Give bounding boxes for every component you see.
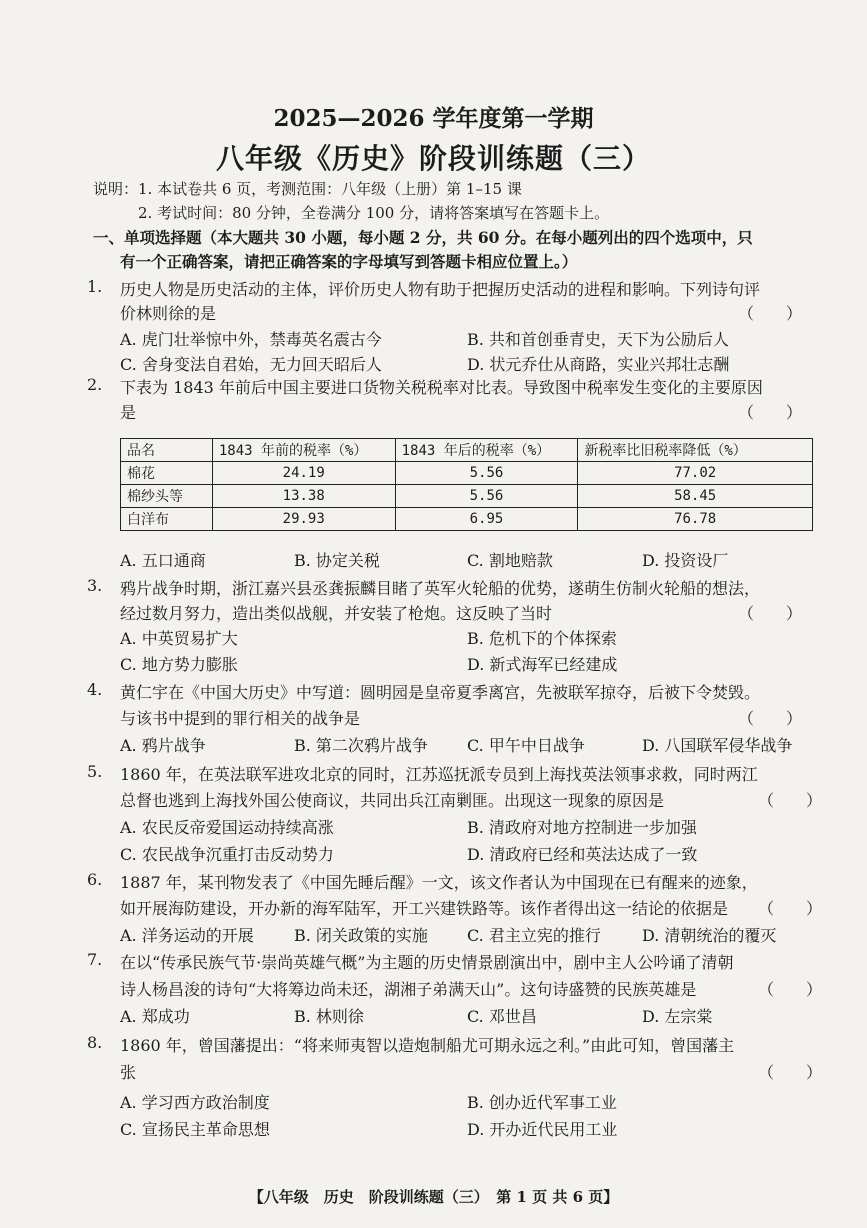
option-b: B. 共和首创垂青史，天下为公励后人 [467, 330, 729, 349]
option-d: D. 状元乔仕从商路，实业兴邦壮志酬 [467, 355, 730, 374]
option-b: B. 林则徐 [294, 1007, 364, 1026]
exam-title-main: 八年级《历史》阶段训练题（三） [215, 142, 651, 175]
answer-parentheses: （ ） [738, 709, 803, 728]
option-d: D. 清朝统治的覆灭 [642, 926, 777, 945]
answer-parentheses: （ ） [758, 1063, 823, 1082]
option-b: B. 闭关政策的实施 [294, 926, 428, 945]
option-b: B. 清政府对地方控制进一步加强 [467, 818, 697, 837]
table-cell: 76.78 [578, 508, 813, 531]
option-d: D. 清政府已经和英法达成了一致 [467, 845, 698, 864]
answer-parentheses: （ ） [738, 304, 803, 323]
table-cell: 5.56 [395, 462, 578, 485]
option-d: D. 左宗棠 [642, 1007, 713, 1026]
table-header: 1843 年前的税率（%） [212, 439, 395, 462]
question-stem-line: 黄仁宇在《中国大历史》中写道：圆明园是皇帝夏季离宫，先被联军掠夺，后被下令焚毁。 [120, 683, 761, 702]
question-stem-line: 是 [120, 403, 137, 422]
option-a: A. 五口通商 [120, 551, 206, 570]
table-header: 新税率比旧税率降低（%） [578, 439, 813, 462]
option-a: A. 郑成功 [120, 1007, 190, 1026]
question-number: 6. [87, 870, 103, 889]
option-c: C. 甲午中日战争 [467, 736, 585, 755]
table-cell: 13.38 [212, 485, 395, 508]
table-cell-item: 棉花 [121, 462, 213, 485]
question-stem-line: 下表为 1843 年前后中国主要进口货物关税税率对比表。导致图中税率发生变化的主要原因 [120, 378, 763, 397]
table-cell: 6.95 [395, 508, 578, 531]
option-a: A. 学习西方政治制度 [120, 1093, 270, 1112]
question-number: 2. [87, 375, 103, 394]
question-number: 4. [87, 680, 103, 699]
question-stem-line: 1860 年，在英法联军进攻北京的同时，江苏巡抚派专员到上海找英法领事求救，同时两江 [120, 765, 758, 784]
tariff-table [120, 438, 813, 531]
option-c: C. 农民战争沉重打击反动势力 [120, 845, 334, 864]
table-row [121, 462, 813, 485]
option-c: C. 宣扬民主革命思想 [120, 1120, 270, 1139]
question-stem-line: 在以“传承民族气节·崇尚英雄气概”为主题的历史情景剧演出中，剧中主人公吟诵了清朝 [120, 953, 734, 972]
note-line-1: 说明：1. 本试卷共 6 页，考测范围：八年级（上册）第 1–15 课 [93, 180, 522, 198]
option-c: C. 舍身变法自君始，无力回天昭后人 [120, 355, 382, 374]
option-a: A. 虎门壮举惊中外，禁毒英名震古今 [120, 330, 382, 349]
section-instruction: 有一个正确答案，请把正确答案的字母填写到答题卡相应位置上。） [120, 252, 578, 271]
question-stem-line: 经过数月努力，造出类似战舰，并安装了枪炮。这反映了当时 [120, 604, 553, 623]
option-a: A. 中英贸易扩大 [120, 629, 238, 648]
question-stem-line: 与该书中提到的罪行相关的战争是 [120, 709, 361, 728]
table-cell: 77.02 [578, 462, 813, 485]
question-stem-line: 诗人杨昌浚的诗句“大将筹边尚未还，湖湘子弟满天山”。这句诗盛赞的民族英雄是 [120, 980, 697, 999]
option-d: D. 八国联军侵华战争 [642, 736, 793, 755]
table-row [121, 485, 813, 508]
option-a: A. 农民反帝爱国运动持续高涨 [120, 818, 334, 837]
table-cell-item: 棉纱头等 [121, 485, 213, 508]
table-header: 1843 年后的税率（%） [395, 439, 578, 462]
table-cell: 5.56 [395, 485, 578, 508]
question-number: 3. [87, 576, 103, 595]
question-stem-line: 如开展海防建设，开办新的海军陆军，开工兴建铁路等。该作者得出这一结论的依据是 [120, 899, 729, 918]
option-b: B. 协定关税 [294, 551, 380, 570]
option-a: A. 洋务运动的开展 [120, 926, 254, 945]
page-footer: 【八年级 历史 阶段训练题（三） 第 1 页 共 6 页】 [248, 1188, 619, 1206]
option-d: D. 投资设厂 [642, 551, 729, 570]
question-number: 5. [87, 762, 103, 781]
table-header-row [121, 439, 813, 462]
answer-parentheses: （ ） [738, 403, 803, 422]
option-c: C. 邓世昌 [467, 1007, 537, 1026]
answer-parentheses: （ ） [758, 791, 823, 810]
option-b: B. 危机下的个体探索 [467, 629, 617, 648]
question-number: 8. [87, 1033, 103, 1052]
question-stem-line: 1860 年，曾国藩提出：“将来师夷智以造炮制船尤可期永远之利。”由此可知，曾国藩主 [120, 1036, 735, 1055]
section-heading: 一、单项选择题（本大题共 30 小题，每小题 2 分，共 60 分。在每小题列出的四个选项中，只 [93, 228, 753, 247]
option-b: B. 第二次鸦片战争 [294, 736, 428, 755]
question-stem-line: 总督也逃到上海找外国公使商议，共同出兵江南剿匪。出现这一现象的原因是 [120, 791, 665, 810]
answer-parentheses: （ ） [758, 980, 823, 999]
answer-parentheses: （ ） [738, 604, 803, 623]
option-a: A. 鸦片战争 [120, 736, 206, 755]
question-number: 1. [87, 277, 103, 296]
note-line-2: 2. 考试时间：80 分钟，全卷满分 100 分，请将答案填写在答题卡上。 [138, 204, 610, 222]
table-header: 品名 [121, 439, 213, 462]
question-stem-line: 价林则徐的是 [120, 304, 217, 323]
question-stem-line: 鸦片战争时期，浙江嘉兴县丞龚振麟目睹了英军火轮船的优势，遂萌生仿制火轮船的想法， [120, 579, 761, 598]
table-row [121, 508, 813, 531]
option-c: C. 君主立宪的推行 [467, 926, 601, 945]
answer-parentheses: （ ） [758, 899, 823, 918]
option-b: B. 创办近代军事工业 [467, 1093, 617, 1112]
option-c: C. 地方势力膨胀 [120, 655, 238, 674]
question-stem-line: 历史人物是历史活动的主体，评价历史人物有助于把握历史活动的进程和影响。下列诗句评 [120, 280, 761, 299]
table-cell: 24.19 [212, 462, 395, 485]
exam-title-term: 2025—2026 学年度第一学期 [273, 105, 594, 132]
question-stem-line: 张 [120, 1063, 137, 1082]
option-d: D. 开办近代民用工业 [467, 1120, 618, 1139]
table-cell: 29.93 [212, 508, 395, 531]
option-c: C. 割地赔款 [467, 551, 553, 570]
table-cell-item: 白洋布 [121, 508, 213, 531]
option-d: D. 新式海军已经建成 [467, 655, 618, 674]
question-number: 7. [87, 950, 103, 969]
question-stem-line: 1887 年，某刊物发表了《中国先睡后醒》一文，该文作者认为中国现在已有醒来的迹象， [120, 873, 758, 892]
table-cell: 58.45 [578, 485, 813, 508]
